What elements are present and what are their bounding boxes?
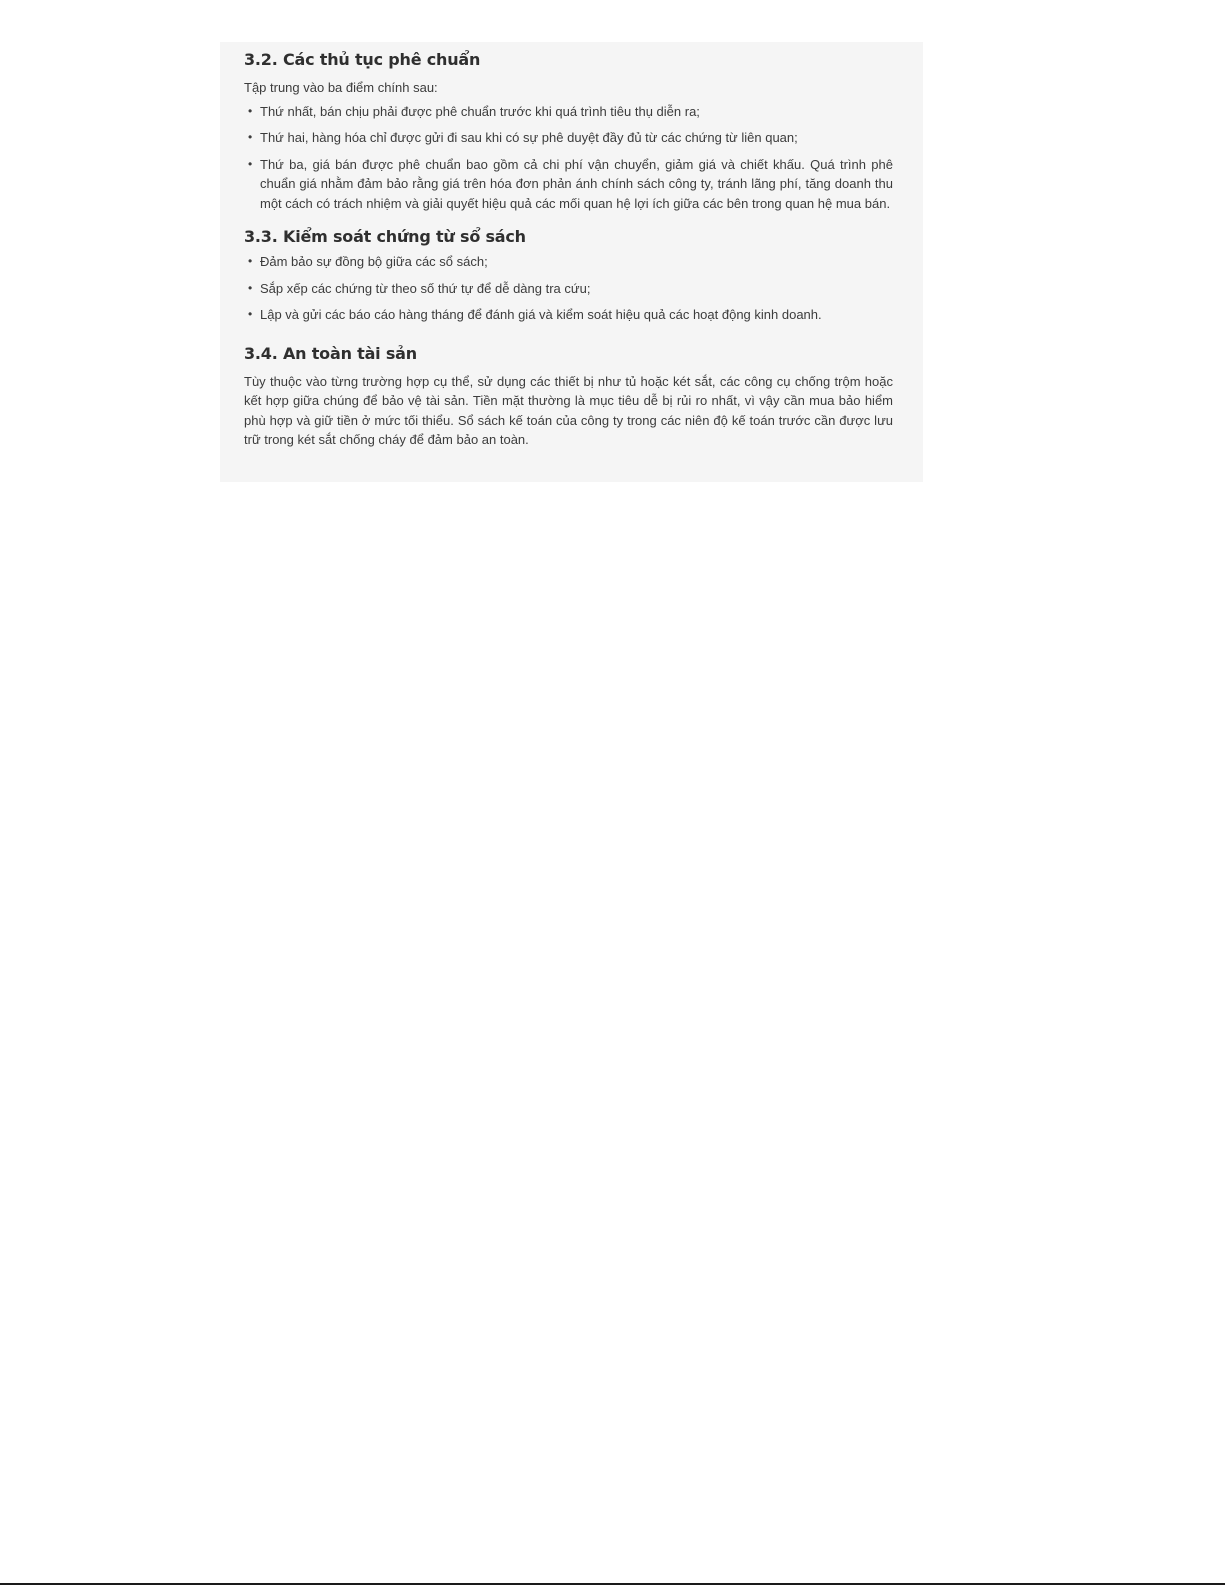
list-item-text: Thứ hai, hàng hóa chỉ được gửi đi sau khi có sự phê duyệt đầy đủ từ các chứng từ liên quan; xyxy=(260,130,798,145)
section-body-paragraph: Tùy thuộc vào từng trường hợp cụ thể, sử dụng các thiết bị như tủ hoặc két sắt, các công cụ chống trộm hoặc kết hợp giữa chúng để bảo vệ tài sản. Tiền mặt thường là mục tiêu dễ bị rủi ro nhất, vì vậy cần mua bảo hiểm phù hợp và giữ tiền ở mức tối thiểu. Sổ sách kế toán của công ty trong các niên độ kế toán trước cần được lưu trữ trong két sắt chống cháy để đảm bảo an toàn. xyxy=(244,373,893,447)
section-intro: Tập trung vào ba điểm chính sau: xyxy=(244,80,438,95)
list-item xyxy=(244,305,893,325)
bullet-icon: • xyxy=(248,307,253,321)
list-item-text: Thứ ba, giá bán được phê chuẩn bao gồm cả chi phí vận chuyển, giảm giá và chiết khấu. Quá trình phê chuẩn giá nhằm đảm bảo rằng giá trên hóa đơn phản ánh chính sách công ty, tránh lãng phí, tăng doanh thu một cách có trách nhiệm và giải quyết hiệu quả các mối quan hệ lợi ích giữa các bên trong quan hệ mua bán. xyxy=(260,156,893,211)
bullet-icon: • xyxy=(248,254,253,268)
list-item-text: Thứ nhất, bán chịu phải được phê chuẩn trước khi quá trình tiêu thụ diễn ra; xyxy=(260,103,700,119)
bullet-icon: • xyxy=(248,280,253,295)
list-item-text: Sắp xếp các chứng từ theo số thứ tự để dễ dàng tra cứu; xyxy=(260,280,591,296)
list-item xyxy=(244,155,893,214)
list-item-text: Lập và gửi các báo cáo hàng tháng để đánh giá và kiểm soát hiệu quả các hoạt động kinh doanh. xyxy=(260,307,822,322)
section-heading-3-3: 3.3. Kiểm soát chứng từ sổ sách xyxy=(244,227,526,246)
approval-list xyxy=(244,102,893,214)
section-heading-3-4: 3.4. An toàn tài sản xyxy=(244,343,417,363)
list-item-text: Đảm bảo sự đồng bộ giữa các sổ sách; xyxy=(260,254,488,269)
list-item xyxy=(244,128,893,148)
section-heading-3-2: 3.2. Các thủ tục phê chuẩn xyxy=(244,50,481,69)
bullet-icon: • xyxy=(248,130,253,144)
list-item xyxy=(244,252,893,272)
list-item xyxy=(244,279,893,299)
list-item xyxy=(244,102,893,122)
document-panel xyxy=(220,42,923,482)
document-control-list xyxy=(244,252,893,325)
bullet-icon: • xyxy=(248,156,253,171)
bullet-icon: • xyxy=(248,103,253,118)
